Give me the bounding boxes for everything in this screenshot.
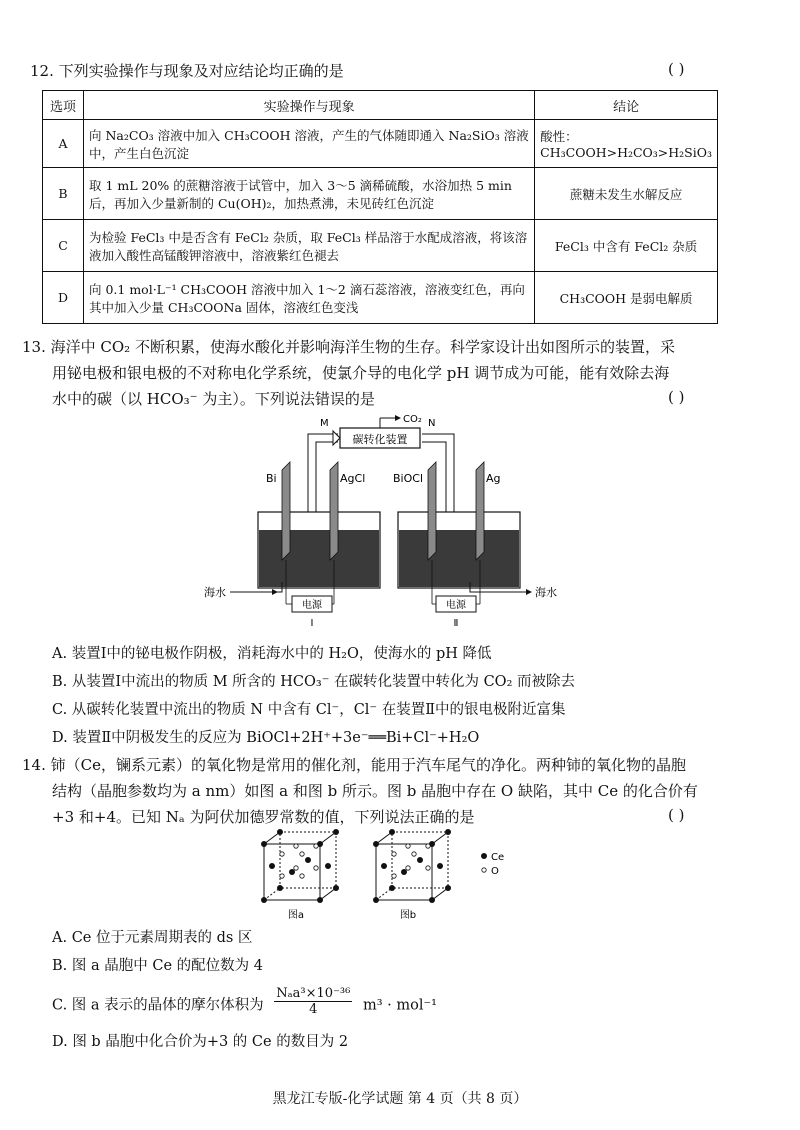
molar-volume-fraction xyxy=(274,986,352,1017)
fraction-numerator: Nₐa³×10⁻³⁶ xyxy=(276,986,351,1001)
q12-answer-paren: ( ) xyxy=(668,60,685,78)
table-row xyxy=(43,120,718,168)
fig-b-label: 图b xyxy=(399,910,417,921)
bi-electrode-1 xyxy=(282,462,290,560)
legend-o-marker xyxy=(482,868,486,872)
n-label: N xyxy=(428,418,436,429)
row-conclusion: 酸性：CH₃COOH>H₂CO₃>H₂SiO₃ xyxy=(535,120,718,168)
table-row xyxy=(43,220,718,272)
ag-electrode xyxy=(476,462,484,560)
q14-option-c xyxy=(52,986,437,1021)
electrochemical-diagram xyxy=(190,412,570,630)
row-operation: 向 0.1 mol·L⁻¹ CH₃COOH 溶液中加入 1～2 滴石蕊溶液，溶液变红色，再向其中加入少量 CH₃COONa 固体，溶液红色变浅 xyxy=(84,272,535,324)
agcl-electrode xyxy=(330,462,338,560)
q13-option-a: A. 装置Ⅰ中的铋电极作阴极，消耗海水中的 H₂O，使海水的 pH 降低 xyxy=(52,646,492,662)
legend-ce-label: Ce xyxy=(491,852,505,863)
bi-label: Bi xyxy=(266,472,277,485)
row-conclusion: 蔗糖未发生水解反应 xyxy=(535,168,718,220)
row-option: D xyxy=(43,272,84,324)
legend-ce-marker xyxy=(481,853,487,859)
q14-stem-line2: 结构（晶胞参数均为 a nm）如图 a 和图 b 所示。图 b 晶胞中存在 O 缺陷，其中 Ce 的化合价有 xyxy=(52,782,698,800)
row-conclusion: CH₃COOH 是弱电解质 xyxy=(535,272,718,324)
row-option: C xyxy=(43,220,84,272)
unit-cell-b xyxy=(373,829,451,903)
unit-cell-a xyxy=(261,829,339,903)
q14-option-a: A. Ce 位于元素周期表的 ds 区 xyxy=(52,930,253,946)
seawater-out-label: 海水 xyxy=(535,586,557,599)
table-header-row xyxy=(43,91,718,120)
table-row xyxy=(43,272,718,324)
table-row xyxy=(43,168,718,220)
q13-option-b: B. 从装置Ⅰ中流出的物质 M 所含的 HCO₃⁻ 在碳转化装置中转化为 CO₂ 而被除去 xyxy=(52,674,575,690)
q14-option-c-prefix: C. 图 a 表示的晶体的摩尔体积为 xyxy=(52,997,264,1014)
header-conclusion: 结论 xyxy=(535,91,718,120)
q12-table xyxy=(42,90,718,324)
seawater-in-label: 海水 xyxy=(204,586,226,599)
biocl-label: BiOCl xyxy=(393,472,423,485)
cell-1-solution xyxy=(259,530,379,587)
q13-stem-line2: 用铋电极和银电极的不对称电化学系统，使氯介导的电化学 pH 调节成为可能，能有效除去海 xyxy=(52,364,670,382)
q13-stem-line3: 水中的碳（以 HCO₃⁻ 为主）。下列说法错误的是 xyxy=(52,390,375,408)
row-operation: 向 Na₂CO₃ 溶液中加入 CH₃COOH 溶液，产生的气体随即通入 Na₂SiO₃ 溶液中，产生白色沉淀 xyxy=(84,120,535,168)
fig-a-label: 图a xyxy=(287,910,305,921)
row-option: B xyxy=(43,168,84,220)
cell-2-solution xyxy=(399,530,519,587)
q13-option-c: C. 从碳转化装置中流出的物质 N 中含有 Cl⁻，Cl⁻ 在装置Ⅱ中的银电极附近富集 xyxy=(52,702,566,718)
cell-2-label: Ⅱ xyxy=(453,618,459,629)
header-option: 选项 xyxy=(43,91,84,120)
page-footer: 黑龙江专版-化学试题 第 4 页（共 8 页） xyxy=(272,1091,528,1107)
q14-stem-line1: 14. 铈（Ce，镧系元素）的氧化物是常用的催化剂，能用于汽车尾气的净化。两种铈的氧化物的晶胞 xyxy=(22,756,686,774)
row-conclusion: FeCl₃ 中含有 FeCl₂ 杂质 xyxy=(535,220,718,272)
header-operation: 实验操作与现象 xyxy=(84,91,535,120)
ag-label: Ag xyxy=(486,472,501,485)
row-option: A xyxy=(43,120,84,168)
q12-stem: 12. 下列实验操作与现象及对应结论均正确的是 xyxy=(30,62,344,80)
q14-answer-paren: ( ) xyxy=(668,806,685,824)
q14-stem-line3: +3 和+4。已知 Nₐ 为阿伏加德罗常数的值，下列说法正确的是 xyxy=(52,808,475,826)
co2-label: CO₂ xyxy=(403,414,422,425)
q13-answer-paren: ( ) xyxy=(668,388,685,406)
row-operation: 取 1 mL 20% 的蔗糖溶液于试管中，加入 3～5 滴稀硫酸，水浴加热 5 min 后，再加入少量新制的 Cu(OH)₂，加热煮沸，未见砖红色沉淀 xyxy=(84,168,535,220)
power-supply-1-label: 电源 xyxy=(302,600,322,611)
power-supply-2-label: 电源 xyxy=(446,600,466,611)
fraction-denominator: 4 xyxy=(309,1002,318,1017)
q14-option-c-unit: m³ · mol⁻¹ xyxy=(362,997,437,1014)
cell-1-label: Ⅰ xyxy=(310,618,314,629)
biocl-electrode xyxy=(428,462,436,560)
carbon-converter-label: 碳转化装置 xyxy=(352,433,408,446)
agcl-label: AgCl xyxy=(340,472,366,485)
legend-o-label: O xyxy=(491,866,499,877)
q13-stem-line1: 13. 海洋中 CO₂ 不断积累，使海水酸化并影响海洋生物的生存。科学家设计出如图所示的装置，采 xyxy=(22,338,675,356)
q13-option-d: D. 装置Ⅱ中阴极发生的反应为 BiOCl+2H⁺+3e⁻══Bi+Cl⁻+H₂O xyxy=(52,730,480,746)
crystal-cells-figure xyxy=(258,828,538,922)
m-label: M xyxy=(320,418,329,429)
row-operation: 为检验 FeCl₃ 中是否含有 FeCl₂ 杂质，取 FeCl₃ 样品溶于水配成溶液，将该溶液加入酸性高锰酸钾溶液中，溶液紫红色褪去 xyxy=(84,220,535,272)
q14-option-b: B. 图 a 晶胞中 Ce 的配位数为 4 xyxy=(52,958,263,974)
q14-option-d: D. 图 b 晶胞中化合价为+3 的 Ce 的数目为 2 xyxy=(52,1034,349,1050)
